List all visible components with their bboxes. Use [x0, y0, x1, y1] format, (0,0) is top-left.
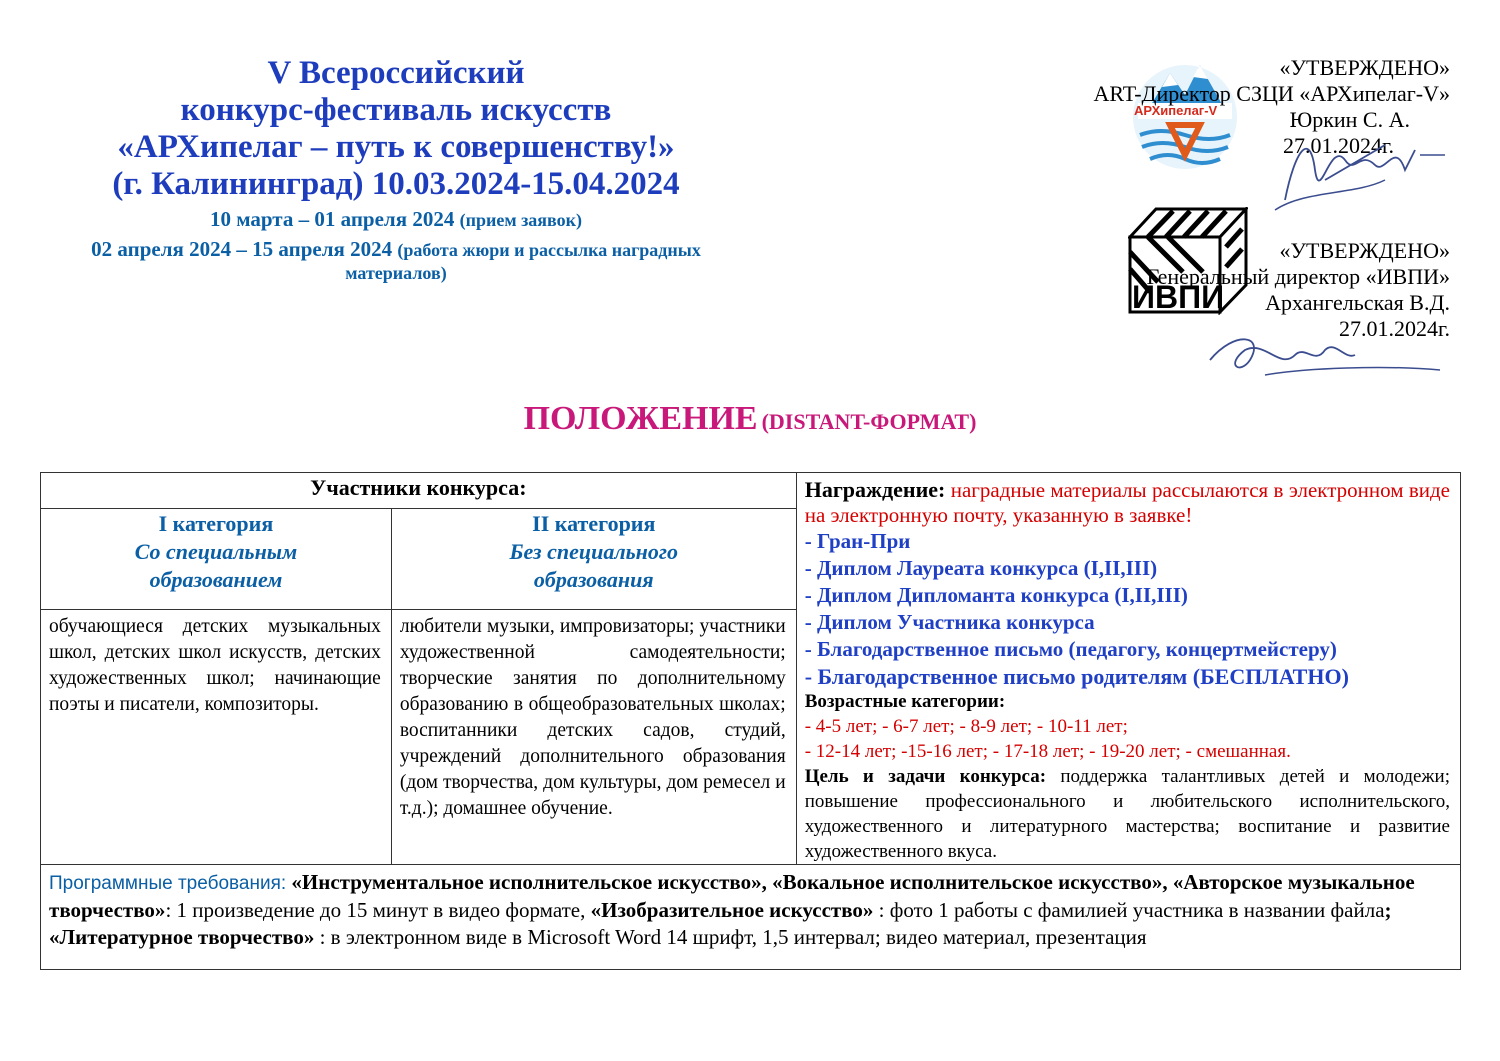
- awards-text: наградные материалы рассылаются в электронном виде на электронную почту, указанную в заявке!: [804, 478, 1451, 527]
- award-item-diplomant: - Диплом Дипломанта конкурса (I,II,III): [804, 583, 1188, 607]
- program-label: Программные требования:: [49, 873, 287, 894]
- age-categories-line2: - 12-14 лет; -15-16 лет; - 17-18 лет; - 19-20 лет; - смешанная.: [804, 741, 1291, 762]
- program-requirements: [41, 865, 1461, 970]
- category-2-header: [391, 509, 796, 610]
- title-line-4: (г. Калининград) 10.03.2024-15.04.2024: [112, 166, 680, 202]
- category-1-title: I категория: [158, 511, 274, 537]
- approval2-name: Архангельская В.Д.: [1265, 290, 1450, 315]
- category-2-description: любители музыки, импровизаторы; участники художественной самодеятельности; творческие занятия по дополнительному образованию в общеобразовательных школах; воспитанники детских садов, студий, учреждений дополнительного образования (дом творчества, дом культуры, дом ремесел и т.д.); домашнее обучение.: [391, 610, 796, 865]
- award-item-thanks-parents: - Благодарственное письмо родителям (БЕСПЛАТНО): [804, 664, 1349, 689]
- schedule-jury: [40, 238, 752, 284]
- approval2-title: «УТВЕРЖДЕНО»: [1279, 238, 1450, 263]
- goals-text: поддержка талантливых детей и молодежи; повышение профессионального и любительского исполнительского, художественного и литературного мастерства; воспитание и развитие художественного вкуса.: [804, 766, 1450, 862]
- schedule1-dates: 10 марта – 01 апреля 2024: [209, 207, 455, 231]
- goals-label: Цель и задачи конкурса:: [804, 766, 1047, 787]
- title-line-3: «АРХипелаг – путь к совершенству!»: [117, 129, 675, 165]
- category-2-title: II категория: [532, 511, 656, 537]
- program-visual-arts: «Изобразительное искусство»: [590, 898, 874, 922]
- award-item-participant: - Диплом Участника конкурса: [804, 610, 1095, 634]
- age-categories-label: Возрастные категории:: [804, 691, 1006, 712]
- award-item-thanks-teacher: - Благодарственное письмо (педагогу, концертмейстеру): [804, 637, 1337, 661]
- program-music-categories: «Инструментальное исполнительское искусство», «Вокальное исполнительское искусство», «Авторское музыкальное творчество»: [49, 870, 1415, 922]
- program-visual-rules: : фото 1 работы с фамилией участника в названии файла: [873, 898, 1385, 922]
- approval2-date: 27.01.2024г.: [1338, 316, 1450, 341]
- category-1-description: обучающиеся детских музыкальных школ, детских школ искусств, детских художественных школ; начинающие поэты и писатели, композиторы.: [41, 610, 392, 865]
- ivpi-logo-text: ИВПИ: [1132, 279, 1225, 315]
- schedule2-note: (работа жюри и рассылка наградных материалов): [345, 240, 701, 283]
- category-1-header: [41, 509, 392, 610]
- awards-label: Награждение:: [804, 477, 946, 502]
- participants-header: Участники конкурса:: [41, 473, 797, 509]
- award-item-grand-prix: - Гран-При: [804, 529, 911, 553]
- heading-title: ПОЛОЖЕНИЕ: [523, 400, 758, 437]
- award-item-laureate: - Диплом Лауреата конкурса (I,II,III): [804, 556, 1158, 580]
- title-line-1: V Всероссийский: [267, 55, 525, 91]
- program-literature-rules: : в электронном виде в Microsoft Word 14 шрифт, 1,5 интервал; видео материал, презентация: [314, 925, 1147, 949]
- awards-cell: [796, 473, 1460, 865]
- approval1-date: 27.01.2024г.: [1282, 133, 1394, 158]
- regulation-table: [40, 472, 1461, 970]
- document-heading: [0, 400, 1500, 438]
- contest-title-block: [40, 55, 752, 284]
- title-line-2: конкурс-фестиваль искусств: [180, 92, 612, 128]
- approval2-position: Генеральный директор «ИВПИ»: [1146, 264, 1450, 289]
- approval1-title: «УТВЕРЖДЕНО»: [1279, 55, 1450, 80]
- schedule1-note: (прием заявок): [459, 210, 583, 230]
- signature-arkhangelskaya: [1205, 320, 1445, 390]
- signature-yurkin: [1265, 110, 1455, 220]
- heading-format: (DISTANT-ФОРМАТ): [761, 409, 977, 434]
- schedule-applications: [40, 205, 752, 234]
- program-music-rules: : 1 произведение до 15 минут в видео формате,: [165, 898, 591, 922]
- schedule2-dates: 02 апреля 2024 – 15 апреля 2024: [91, 237, 393, 261]
- approval1-name: Юркин С. А.: [1289, 107, 1410, 132]
- program-literature: ; «Литературное творчество»: [49, 898, 1392, 949]
- arhipelag-logo-text: АРХипелаг-V: [1134, 103, 1218, 118]
- category-1-subtitle: Со специальным образованием: [134, 539, 298, 593]
- category-2-subtitle: Без специального образования: [509, 539, 678, 593]
- approval1-position: ART-Директор СЗЦИ «АРХипелаг-V»: [1093, 81, 1450, 106]
- age-categories-line1: - 4-5 лет; - 6-7 лет; - 8-9 лет; - 10-11 лет;: [804, 716, 1128, 737]
